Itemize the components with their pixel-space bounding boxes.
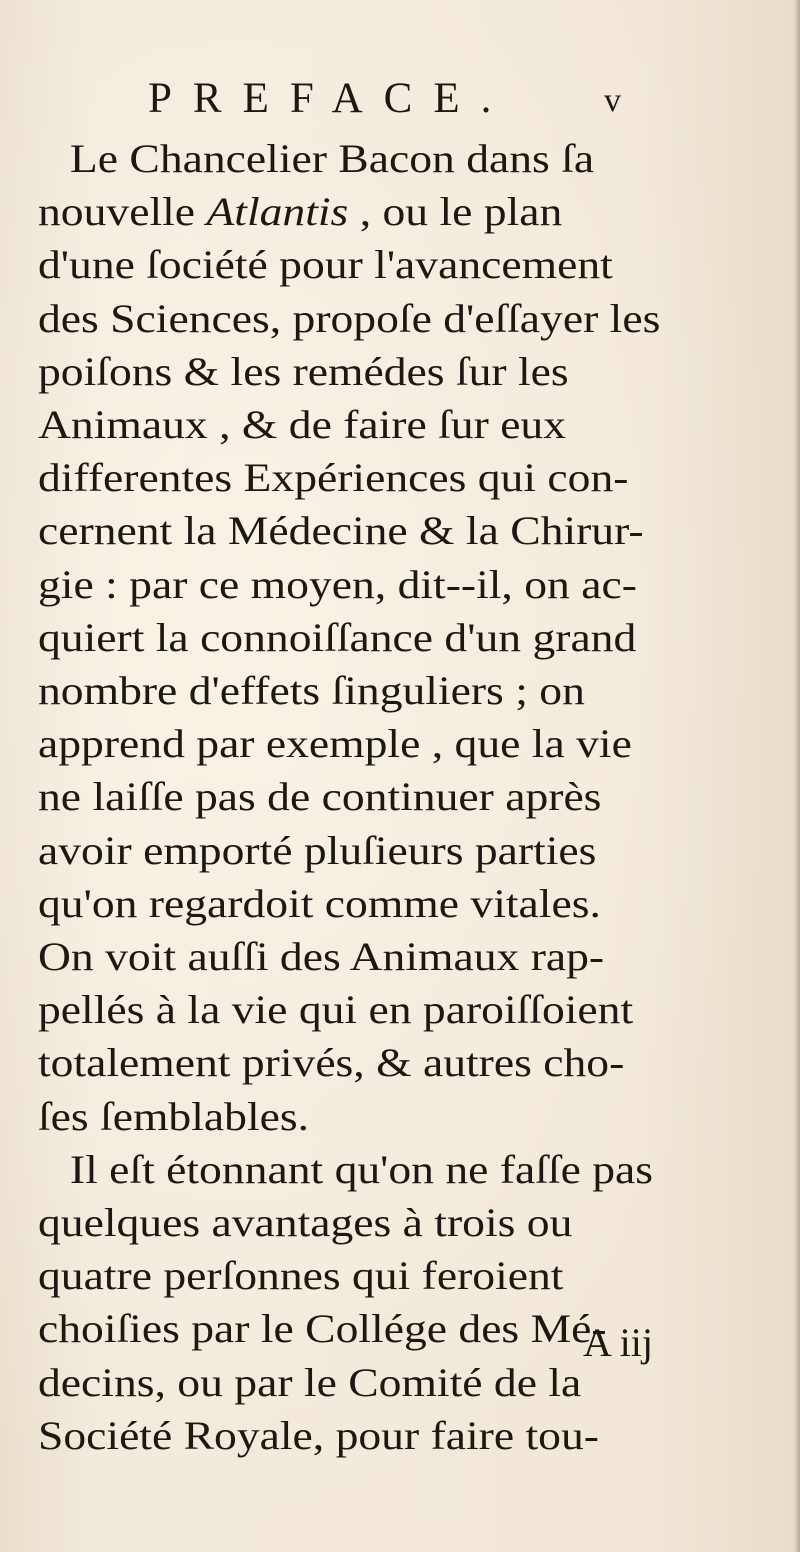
text-line: cernent la Médecine & la Chirur- xyxy=(38,508,644,554)
text-line: Le Chancelier Bacon dans ſa xyxy=(69,136,595,181)
text-line-start: nouvelle xyxy=(38,189,207,235)
page-edge-shadow xyxy=(794,0,800,1552)
text-line: Animaux , & de faire ſur eux xyxy=(38,402,567,448)
text-line: Société Royale, pour faire tou- xyxy=(38,1412,599,1458)
text-line: quelques avantages à trois ou xyxy=(38,1200,573,1246)
text-line: choiſies par le Collége des Mé- xyxy=(38,1306,607,1352)
text-line-end: , ou le plan xyxy=(348,189,563,235)
page-number: v xyxy=(604,82,621,119)
text-line: ſes ſemblables. xyxy=(38,1093,309,1139)
text-line: poiſons & les remédes ſur les xyxy=(38,348,569,394)
page-header xyxy=(148,74,648,124)
text-line: Il eſt étonnant qu'on ne faſſe pas xyxy=(69,1146,654,1192)
text-line xyxy=(38,185,768,238)
text-line: ne laiſſe pas de continuer après xyxy=(38,774,602,820)
text-line: nombre d'effets ſinguliers ; on xyxy=(38,668,585,714)
text-line: gie : par ce moyen, dit--il, on ac- xyxy=(38,561,637,607)
italic-title-atlantis: Atlantis xyxy=(206,189,349,235)
text-line: quiert la connoiſſance d'un grand xyxy=(38,614,637,660)
text-line: avoir emporté pluſieurs parties xyxy=(38,827,597,873)
running-head-title: PREFACE. xyxy=(148,75,513,122)
text-line: pellés à la vie qui en paroiſſoient xyxy=(38,987,634,1033)
text-line: On voit auſſi des Animaux rap- xyxy=(38,934,605,980)
signature-mark: A iij xyxy=(583,1320,654,1365)
text-line: apprend par exemple , que la vie xyxy=(38,721,632,767)
text-line: d'une ſociété pour l'avancement xyxy=(38,242,613,288)
text-line: decins, ou par le Comité de la xyxy=(38,1359,582,1405)
text-line: quatre perſonnes qui feroient xyxy=(38,1253,564,1299)
text-line: qu'on regardoit comme vitales. xyxy=(38,880,601,926)
text-line: des Sciences, propoſe d'eſſayer les xyxy=(38,295,661,341)
text-line: totalement privés, & autres cho- xyxy=(38,1040,625,1086)
body-text xyxy=(38,132,768,1462)
text-line: differentes Expériences qui con- xyxy=(38,455,629,501)
